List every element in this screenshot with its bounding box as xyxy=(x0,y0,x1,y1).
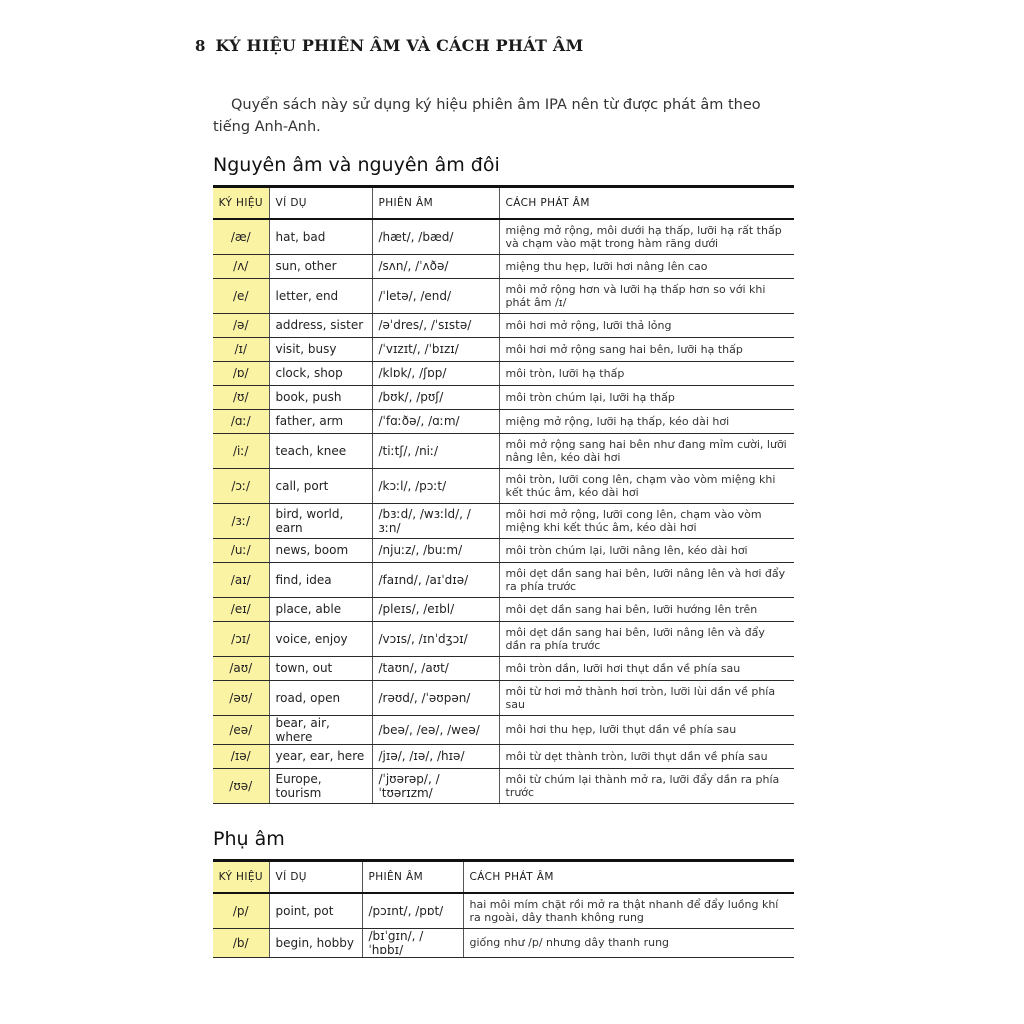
description-cell: môi từ hơi mở thành hơi tròn, lưỡi lùi dần về phía sau xyxy=(499,680,794,715)
symbol-cell: /b/ xyxy=(213,928,269,957)
example-cell: letter, end xyxy=(269,278,372,313)
description-cell: môi tròn, lưỡi hạ thấp xyxy=(499,361,794,385)
consonants-heading: Phụ âm xyxy=(213,828,285,850)
chapter-title: KÝ HIỆU PHIÊN ÂM VÀ CÁCH PHÁT ÂM xyxy=(215,36,584,55)
symbol-cell: /aɪ/ xyxy=(213,562,269,597)
symbol-cell: /e/ xyxy=(213,278,269,313)
col-header-description: CÁCH PHÁT ÂM xyxy=(499,187,794,220)
table-row xyxy=(213,468,794,503)
pronunciation-cell: /taʊn/, /aʊt/ xyxy=(372,656,499,680)
symbol-cell: /ɔː/ xyxy=(213,468,269,503)
pronunciation-cell: /bɪˈgɪn/, /ˈhɒbɪ/ xyxy=(362,928,463,957)
symbol-cell: /uː/ xyxy=(213,538,269,562)
table-header-row xyxy=(213,861,794,894)
pronunciation-cell: /rəʊd/, /ˈəʊpən/ xyxy=(372,680,499,715)
example-cell: hat, bad xyxy=(269,219,372,254)
pronunciation-cell: /pɔɪnt/, /pɒt/ xyxy=(362,893,463,928)
example-cell: point, pot xyxy=(269,893,362,928)
description-cell: môi mở rộng hơn và lưỡi hạ thấp hơn so với khi phát âm /ɪ/ xyxy=(499,278,794,313)
table-row xyxy=(213,503,794,538)
description-cell: môi dẹt dần sang hai bên, lưỡi hướng lên trên xyxy=(499,597,794,621)
symbol-cell: /ʊə/ xyxy=(213,768,269,803)
example-cell: call, port xyxy=(269,468,372,503)
example-cell: place, able xyxy=(269,597,372,621)
description-cell: môi dẹt dần sang hai bên, lưỡi nâng lên và đẩy dần ra phía trước xyxy=(499,621,794,656)
page-header xyxy=(195,36,583,55)
example-cell: book, push xyxy=(269,385,372,409)
table-row xyxy=(213,744,794,768)
pronunciation-cell: /kɔːl/, /pɔːt/ xyxy=(372,468,499,503)
pronunciation-cell: /ˈjʊərəp/, /ˈtʊərɪzm/ xyxy=(372,768,499,803)
vowels-table xyxy=(213,185,794,804)
example-cell: sun, other xyxy=(269,254,372,278)
symbol-cell: /əʊ/ xyxy=(213,680,269,715)
description-cell: miệng mở rộng, lưỡi hạ thấp, kéo dài hơi xyxy=(499,409,794,433)
col-header-example: VÍ DỤ xyxy=(269,861,362,894)
description-cell: môi tròn chúm lại, lưỡi hạ thấp xyxy=(499,385,794,409)
description-cell: môi từ chúm lại thành mở ra, lưỡi đẩy dần ra phía trước xyxy=(499,768,794,803)
col-header-pronunciation: PHIÊN ÂM xyxy=(362,861,463,894)
description-cell: miệng thu hẹp, lưỡi hơi nâng lên cao xyxy=(499,254,794,278)
pronunciation-cell: /klɒk/, /ʃɒp/ xyxy=(372,361,499,385)
vowels-heading: Nguyên âm và nguyên âm đôi xyxy=(213,154,500,176)
table-header-row xyxy=(213,187,794,220)
pronunciation-cell: /jɪə/, /ɪə/, /hɪə/ xyxy=(372,744,499,768)
table-row xyxy=(213,893,794,928)
description-cell: môi dẹt dần sang hai bên, lưỡi nâng lên và hơi đẩy ra phía trước xyxy=(499,562,794,597)
symbol-cell: /p/ xyxy=(213,893,269,928)
table-row xyxy=(213,433,794,468)
example-cell: bird, world, earn xyxy=(269,503,372,538)
symbol-cell: /ʊ/ xyxy=(213,385,269,409)
table-row xyxy=(213,337,794,361)
table-row xyxy=(213,219,794,254)
pronunciation-cell: /pleɪs/, /eɪbl/ xyxy=(372,597,499,621)
example-cell: clock, shop xyxy=(269,361,372,385)
symbol-cell: /ɔɪ/ xyxy=(213,621,269,656)
description-cell: môi hơi thu hẹp, lưỡi thụt dần về phía sau xyxy=(499,715,794,744)
symbol-cell: /ɜː/ xyxy=(213,503,269,538)
pronunciation-cell: /faɪnd/, /aɪˈdɪə/ xyxy=(372,562,499,597)
example-cell: town, out xyxy=(269,656,372,680)
pronunciation-cell: /əˈdres/, /ˈsɪstə/ xyxy=(372,313,499,337)
example-cell: year, ear, here xyxy=(269,744,372,768)
symbol-cell: /eɪ/ xyxy=(213,597,269,621)
pronunciation-cell: /bɜːd/, /wɜːld/, /ɜːn/ xyxy=(372,503,499,538)
intro-paragraph: Quyển sách này sử dụng ký hiệu phiên âm IPA nên từ được phát âm theo tiếng Anh-Anh. xyxy=(213,97,761,135)
symbol-cell: /æ/ xyxy=(213,219,269,254)
table-row xyxy=(213,656,794,680)
symbol-cell: /ə/ xyxy=(213,313,269,337)
example-cell: address, sister xyxy=(269,313,372,337)
symbol-cell: /eə/ xyxy=(213,715,269,744)
pronunciation-cell: /ˈvɪzɪt/, /ˈbɪzɪ/ xyxy=(372,337,499,361)
description-cell: môi mở rộng sang hai bên như đang mỉm cười, lưỡi nâng lên, kéo dài hơi xyxy=(499,433,794,468)
example-cell: teach, knee xyxy=(269,433,372,468)
symbol-cell: /aʊ/ xyxy=(213,656,269,680)
table-row xyxy=(213,278,794,313)
table-row xyxy=(213,361,794,385)
description-cell: môi tròn, lưỡi cong lên, chạm vào vòm miệng khi kết thúc âm, kéo dài hơi xyxy=(499,468,794,503)
pronunciation-cell: /hæt/, /bæd/ xyxy=(372,219,499,254)
example-cell: father, arm xyxy=(269,409,372,433)
pronunciation-cell: /tiːtʃ/, /niː/ xyxy=(372,433,499,468)
description-cell: môi hơi mở rộng sang hai bên, lưỡi hạ thấp xyxy=(499,337,794,361)
pronunciation-cell: /sʌn/, /ˈʌðə/ xyxy=(372,254,499,278)
table-row xyxy=(213,409,794,433)
description-cell: môi hơi mở rộng, lưỡi thả lỏng xyxy=(499,313,794,337)
col-header-example: VÍ DỤ xyxy=(269,187,372,220)
description-cell: môi tròn chúm lại, lưỡi nâng lên, kéo dài hơi xyxy=(499,538,794,562)
description-cell: môi từ dẹt thành tròn, lưỡi thụt dần về phía sau xyxy=(499,744,794,768)
symbol-cell: /ʌ/ xyxy=(213,254,269,278)
description-cell: giống như /p/ nhưng dây thanh rung xyxy=(463,928,794,957)
example-cell: bear, air, where xyxy=(269,715,372,744)
table-row xyxy=(213,621,794,656)
table-row xyxy=(213,768,794,803)
description-cell: miệng mở rộng, môi dưới hạ thấp, lưỡi hạ rất thấp và chạm vào mặt trong hàm răng dưới xyxy=(499,219,794,254)
example-cell: road, open xyxy=(269,680,372,715)
pronunciation-cell: /ˈletə/, /end/ xyxy=(372,278,499,313)
table-row xyxy=(213,715,794,744)
symbol-cell: /ɪ/ xyxy=(213,337,269,361)
page-number: 8 xyxy=(195,37,206,55)
col-header-pronunciation: PHIÊN ÂM xyxy=(372,187,499,220)
symbol-cell: /ɒ/ xyxy=(213,361,269,385)
example-cell: news, boom xyxy=(269,538,372,562)
table-row xyxy=(213,928,794,957)
example-cell: visit, busy xyxy=(269,337,372,361)
symbol-cell: /ɑː/ xyxy=(213,409,269,433)
example-cell: voice, enjoy xyxy=(269,621,372,656)
description-cell: môi tròn dần, lưỡi hơi thụt dần về phía sau xyxy=(499,656,794,680)
table-row xyxy=(213,313,794,337)
symbol-cell: /ɪə/ xyxy=(213,744,269,768)
pronunciation-cell: /ˈfɑːðə/, /ɑːm/ xyxy=(372,409,499,433)
col-header-description: CÁCH PHÁT ÂM xyxy=(463,861,794,894)
pronunciation-cell: /beə/, /eə/, /weə/ xyxy=(372,715,499,744)
table-row xyxy=(213,597,794,621)
col-header-symbol: KÝ HIỆU xyxy=(213,187,269,220)
table-row xyxy=(213,385,794,409)
description-cell: hai môi mím chặt rồi mở ra thật nhanh để đẩy luồng khí ra ngoài, dây thanh không rung xyxy=(463,893,794,928)
symbol-cell: /iː/ xyxy=(213,433,269,468)
pronunciation-cell: /vɔɪs/, /ɪnˈdʒɔɪ/ xyxy=(372,621,499,656)
pronunciation-cell: /njuːz/, /buːm/ xyxy=(372,538,499,562)
col-header-symbol: KÝ HIỆU xyxy=(213,861,269,894)
consonants-table xyxy=(213,859,794,958)
example-cell: Europe, tourism xyxy=(269,768,372,803)
table-row xyxy=(213,562,794,597)
example-cell: begin, hobby xyxy=(269,928,362,957)
table-row xyxy=(213,538,794,562)
table-row xyxy=(213,254,794,278)
table-row xyxy=(213,680,794,715)
pronunciation-cell: /bʊk/, /pʊʃ/ xyxy=(372,385,499,409)
example-cell: find, idea xyxy=(269,562,372,597)
description-cell: môi hơi mở rộng, lưỡi cong lên, chạm vào vòm miệng khi kết thúc âm, kéo dài hơi xyxy=(499,503,794,538)
